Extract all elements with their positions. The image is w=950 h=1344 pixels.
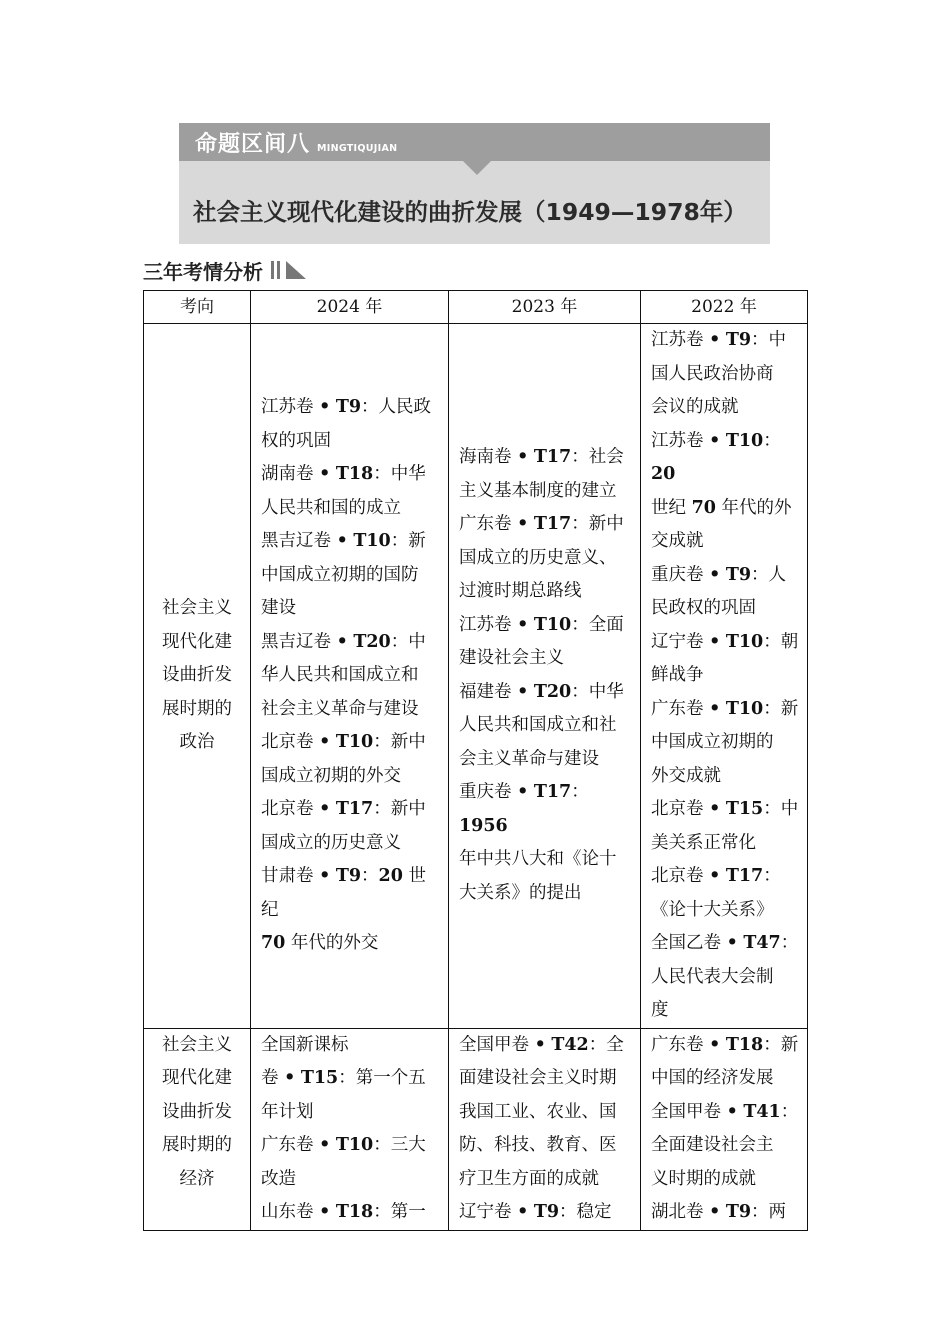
cell-line: 年中共八大和《论十 [459, 849, 617, 870]
banner-title: 社会主义现代化建设的曲折发展（1949—1978年） [193, 198, 747, 226]
section-heading-decoration-icon [271, 261, 306, 279]
cell-line: 中国成立初期的国防 [261, 564, 419, 585]
cell-line: 海南卷 • T17：社会 [459, 447, 624, 468]
section-title: 三年考情分析 [143, 259, 263, 284]
cell-line: 国成立的历史意义、 [459, 547, 617, 568]
cell-line: 广东卷 • T10：新 [651, 698, 799, 719]
table-row [144, 1028, 808, 1230]
cell-line: 年计划 [261, 1101, 314, 1122]
cell-line: 北京卷 • T17： [651, 866, 781, 886]
cell-line: 设曲折发 [162, 1101, 232, 1122]
cell-line: 国成立的历史意义 [261, 832, 401, 853]
cell-line: 现代化建 [162, 631, 232, 652]
cell-line: 展时期的 [162, 698, 232, 719]
cell-line: 卷 • T15：第一个五 [261, 1068, 426, 1088]
cell-line: 会主义革命与建设 [459, 748, 599, 769]
cell-line: 江苏卷 • T9：中 [651, 330, 787, 350]
cell-line: 鲜战争 [651, 665, 704, 685]
cell-line: 国人民政治协商 [651, 363, 774, 384]
cell-line: 人民共和国的成立 [261, 497, 401, 518]
cell-line: 全国甲卷 • T41： [651, 1101, 799, 1122]
cell-line: 社会主义 [162, 1034, 232, 1055]
cell-line: 社会主义革命与建设 [261, 698, 419, 719]
cell-line: 展时期的 [162, 1135, 232, 1155]
cell-line: 防、科技、教育、医 [459, 1135, 617, 1155]
topic-cell [144, 324, 251, 1029]
cell-line: 湖北卷 • T9：两 [651, 1202, 787, 1222]
banner-header-strip [179, 123, 770, 161]
topic-cell [144, 1028, 251, 1230]
cell-line: 建设 [261, 598, 296, 618]
cell-line: 北京卷 • T17：新中 [261, 799, 426, 819]
cell-line: 重庆卷 • T17：1956 [459, 782, 589, 836]
cell-line: 辽宁卷 • T9：稳定 [459, 1202, 612, 1222]
cell-line: 江苏卷 • T10：全面 [459, 614, 624, 635]
cell-line: 民政权的巩固 [651, 598, 756, 618]
header-topic: 考向 [144, 291, 251, 324]
cell-line: 辽宁卷 • T10：朝 [651, 631, 799, 652]
cell-line: 设曲折发 [162, 665, 232, 685]
cell-line: 黑吉辽卷 • T10：新 [261, 531, 426, 551]
cell-line: 美关系正常化 [651, 832, 756, 853]
cell-line: 江苏卷 • T9：人民政 [261, 397, 432, 417]
cell-line: 现代化建 [162, 1068, 232, 1088]
cell-line: 外交成就 [651, 765, 721, 786]
cell-line: 江苏卷 • T10：20 [651, 430, 781, 484]
cell-line: 会议的成就 [651, 397, 739, 417]
cell-line: 交成就 [651, 531, 704, 551]
cell-line: 湖南卷 • T18：中华 [261, 464, 426, 484]
banner-notch [463, 161, 491, 175]
cell-line: 主义基本制度的建立 [459, 480, 617, 501]
exam-cell-y2023 [449, 324, 641, 1029]
cell-line: 义时期的成就 [651, 1168, 756, 1189]
cell-line: 北京卷 • T10：新中 [261, 732, 426, 752]
exam-cell-y2024 [251, 1028, 449, 1230]
exam-cell-y2024 [251, 324, 449, 1029]
cell-line: 世纪 70 年代的外 [651, 497, 792, 518]
cell-line: 全国乙卷 • T47： [651, 933, 799, 953]
exam-cell-y2023 [449, 1028, 641, 1230]
cell-line: 面建设社会主义时期 [459, 1068, 617, 1088]
cell-line: 度 [651, 1000, 669, 1020]
cell-line: 权的巩固 [261, 430, 331, 451]
cell-line: 全国新课标 [261, 1034, 349, 1055]
cell-line: 甘肃卷 • T9：20 世纪 [261, 866, 426, 920]
cell-line: 福建卷 • T20：中华 [459, 681, 624, 702]
exam-analysis-table [143, 290, 808, 1231]
cell-line: 华人民共和国成立和 [261, 665, 419, 685]
cell-line: 中国成立初期的 [651, 732, 774, 752]
exam-cell-y2022 [641, 324, 808, 1029]
cell-line: 建设社会主义 [459, 648, 564, 669]
cell-line: 国成立初期的外交 [261, 765, 401, 786]
cell-line: 70 年代的外交 [261, 933, 379, 953]
cell-line: 北京卷 • T15：中 [651, 799, 799, 819]
banner-label-pinyin: MINGTIQUJIAN [317, 143, 398, 154]
table-row [144, 324, 808, 1029]
cell-line: 重庆卷 • T9：人 [651, 564, 787, 585]
cell-line: 我国工业、农业、国 [459, 1101, 617, 1122]
cell-line: 大关系》的提出 [459, 882, 582, 903]
header-2022: 2022 年 [641, 291, 808, 324]
cell-line: 黑吉辽卷 • T20：中 [261, 631, 426, 652]
cell-line: 广东卷 • T17：新中 [459, 514, 624, 535]
cell-line: 中国的经济发展 [651, 1068, 774, 1088]
section-banner [179, 123, 770, 244]
cell-line: 全国甲卷 • T42：全 [459, 1034, 624, 1055]
cell-line: 疗卫生方面的成就 [459, 1168, 599, 1189]
cell-line: 经济 [179, 1168, 215, 1189]
cell-line: 改造 [261, 1168, 296, 1189]
banner-label: 命题区间八 [195, 132, 311, 157]
cell-line: 人民共和国成立和社 [459, 715, 617, 736]
cell-line: 广东卷 • T18：新 [651, 1034, 799, 1055]
cell-line: 政治 [179, 732, 215, 752]
table-header-row [144, 291, 808, 324]
header-2024: 2024 年 [251, 291, 449, 324]
section-heading [143, 255, 306, 285]
cell-line: 社会主义 [162, 598, 232, 618]
cell-line: 人民代表大会制 [651, 966, 774, 987]
cell-line: 《论十大关系》 [651, 899, 774, 920]
cell-line: 全面建设社会主 [651, 1135, 774, 1155]
exam-cell-y2022 [641, 1028, 808, 1230]
cell-line: 过渡时期总路线 [459, 581, 582, 602]
cell-line: 山东卷 • T18：第一 [261, 1202, 426, 1222]
header-2023: 2023 年 [449, 291, 641, 324]
cell-line: 广东卷 • T10：三大 [261, 1135, 426, 1155]
